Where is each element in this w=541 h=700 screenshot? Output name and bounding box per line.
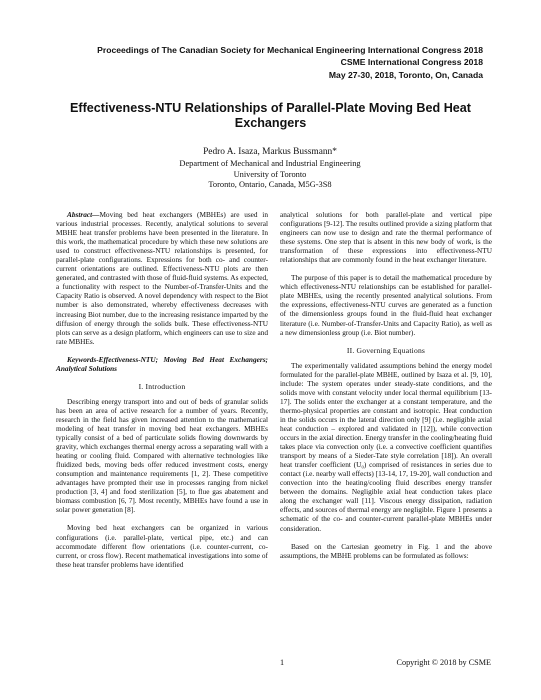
proceedings-line-3: May 27-30, 2018, Toronto, On, Canada — [328, 69, 483, 80]
author-department: Department of Mechanical and Industrial Engineering — [179, 159, 361, 168]
intro-paragraph-1: Describing energy transport into and out of beds of granular solids has been an area of active research for a number of years. Recently, research in the field has given increased attention to the mathematical modeling of heat transfer in moving bed heat exchangers. MBHEs typically consist of a bed of particulate solids flowing downwards by gravity, which exchanges thermal energy across a separating wall with a heating or cooling fluid. Compared with alternative technologies like fluidized beds, moving beds offer reduced investment costs, energy consumption and maintenance requirements [1, 2]. These competitive advantages have prompted their use in processes ranging from nickel production [3, 4] and food sterilization [5], to flue gas abatement and biomass combustion [6, 7]. Most recently, MBHEs have found a use in solar power generation [8]. — [56, 396, 268, 515]
author-block — [120, 146, 420, 191]
intro-paragraph-2: Moving bed heat exchangers can be organized in various configurations (i.e. parallel-plate, vertical pipe, etc.) and can accommodate different flow orientations (i.e. counter-current, co-current, or cross flow). Recent mathematical investigations into some of these heat transfer problems have identified — [56, 523, 268, 569]
page-number: 1 — [280, 658, 285, 667]
abstract-label: Abstract— — [67, 210, 100, 219]
proceedings-line-2: CSME International Congress 2018 — [340, 57, 483, 68]
proceedings-line-1: Proceedings of The Canadian Society for Mechanical Engineering International Congress 2018 — [97, 45, 483, 55]
copyright-notice: Copyright © 2018 by CSME — [396, 658, 491, 667]
right-paragraph-1: analytical solutions for both parallel-plate and vertical pipe configurations [9-12]. The results outlined provide a sizing platform that engineers can now use to design and rate the thermal performance of these systems. One step that is absent in this new body of work, is the transformation of these expressions into effectiveness-NTU relationships that are commonly found in the heat exchanger literature. — [280, 210, 492, 265]
keywords: Keywords-Effectiveness-NTU; Moving Bed Heat Exchangers; Analytical Solutions — [56, 354, 268, 373]
intro-heading: I. Introduction — [138, 381, 186, 391]
proceedings-header — [97, 44, 483, 81]
left-column — [56, 210, 268, 578]
abstract-text: Moving bed heat exchangers (MBHEs) are used in various industrial processes. Recently, analytical solutions to several MBHE heat transfer problems have been presented in the literature. In this work, the mathematical procedure by which these new solutions are used to construct effectiveness-NTU relationships is presented, for parallel-plate configurations. Expressions for both co- and counter-current orientations are outlined. Effectiveness-NTU plots are then generated, and contrasted with those of fluid-fluid systems. As expected, a functionality with respect to the Number-of-Transfer-Units and the Capacity Ratio is observed. A novel dependency with respect to the Biot number is also demonstrated, whereby effectiveness decreases with increasing Biot number, due to the increasing resistance imparted by the diffusion of energy through the solids bulk. These effectiveness-NTU plots can serve as a design platform, which engineers can use to size and rate MBHEs. — [56, 210, 268, 346]
paper-title-line-2: Exchangers — [234, 116, 307, 130]
abstract — [56, 210, 268, 346]
governing-equations-heading: II. Governing Equations — [346, 345, 426, 355]
author-address: Toronto, Ontario, Canada, M5G-3S8 — [208, 180, 332, 190]
paper-title — [40, 101, 501, 131]
governing-paragraph-2: Based on the Cartesian geometry in Fig. 1 and the above assumptions, the MBHE problems can be formulated as follows: — [280, 541, 492, 560]
paper-title-line-1: Effectiveness-NTU Relationships of Parallel-Plate Moving Bed Heat — [70, 101, 471, 115]
right-column — [280, 210, 492, 569]
author-names: Pedro A. Isaza, Markus Bussmann* — [203, 147, 337, 157]
governing-paragraph-1: The experimentally validated assumptions behind the energy model formulated for the parallel-plate MBHE, outlined by Isaza et al. [9, 10], include: The system operates under steady-state conditions, and the solids move with constant velocity under local thermal equilibrium [13-17]. The solids enter the exchanger at a constant temperature, and the thermo-physical properties are constant and isotropic. Heat conduction in the solids occurs in the lateral direction only [9] (i.e. negligible axial heat conduction – explored and validated in [12]), while convection occurs in the axial direction. Energy transfer in the cooling/heating fluid takes place via convection only (i.e. a convective coefficient quantifies transport by means of a Sieder-Tate style correlation [18]). An overall heat transfer coefficient (U₀) comprised of resistances in series due to contact (i.e. nearby wall effects) [13-14, 17, 19-20], wall conduction and convection into the heating/cooling fluid describes energy transfer between the domains. Negligible axial heat conduction takes place along the exchanger wall [11]. Viscous energy dissipation, radiation effects, and sources of thermal energy are negligible. Figure 1 presents a schematic of the co- and counter-current parallel-plate MBHEs under consideration. — [280, 360, 493, 533]
author-university: University of Toronto — [233, 169, 307, 179]
right-paragraph-2: The purpose of this paper is to detail the mathematical procedure by which effectiveness-NTU relationships can be established for parallel-plate MBHEs, using the recently presented analytical solutions. From the expressions, effectiveness-NTU curves are generated as a function of the dimensionless groups found in the fluid-fluid heat exchanger literature (i.e. Number-of-Transfer-Units and Capacity Ratio), as well as a new dimensionless group (i.e. Biot number). — [280, 273, 492, 337]
